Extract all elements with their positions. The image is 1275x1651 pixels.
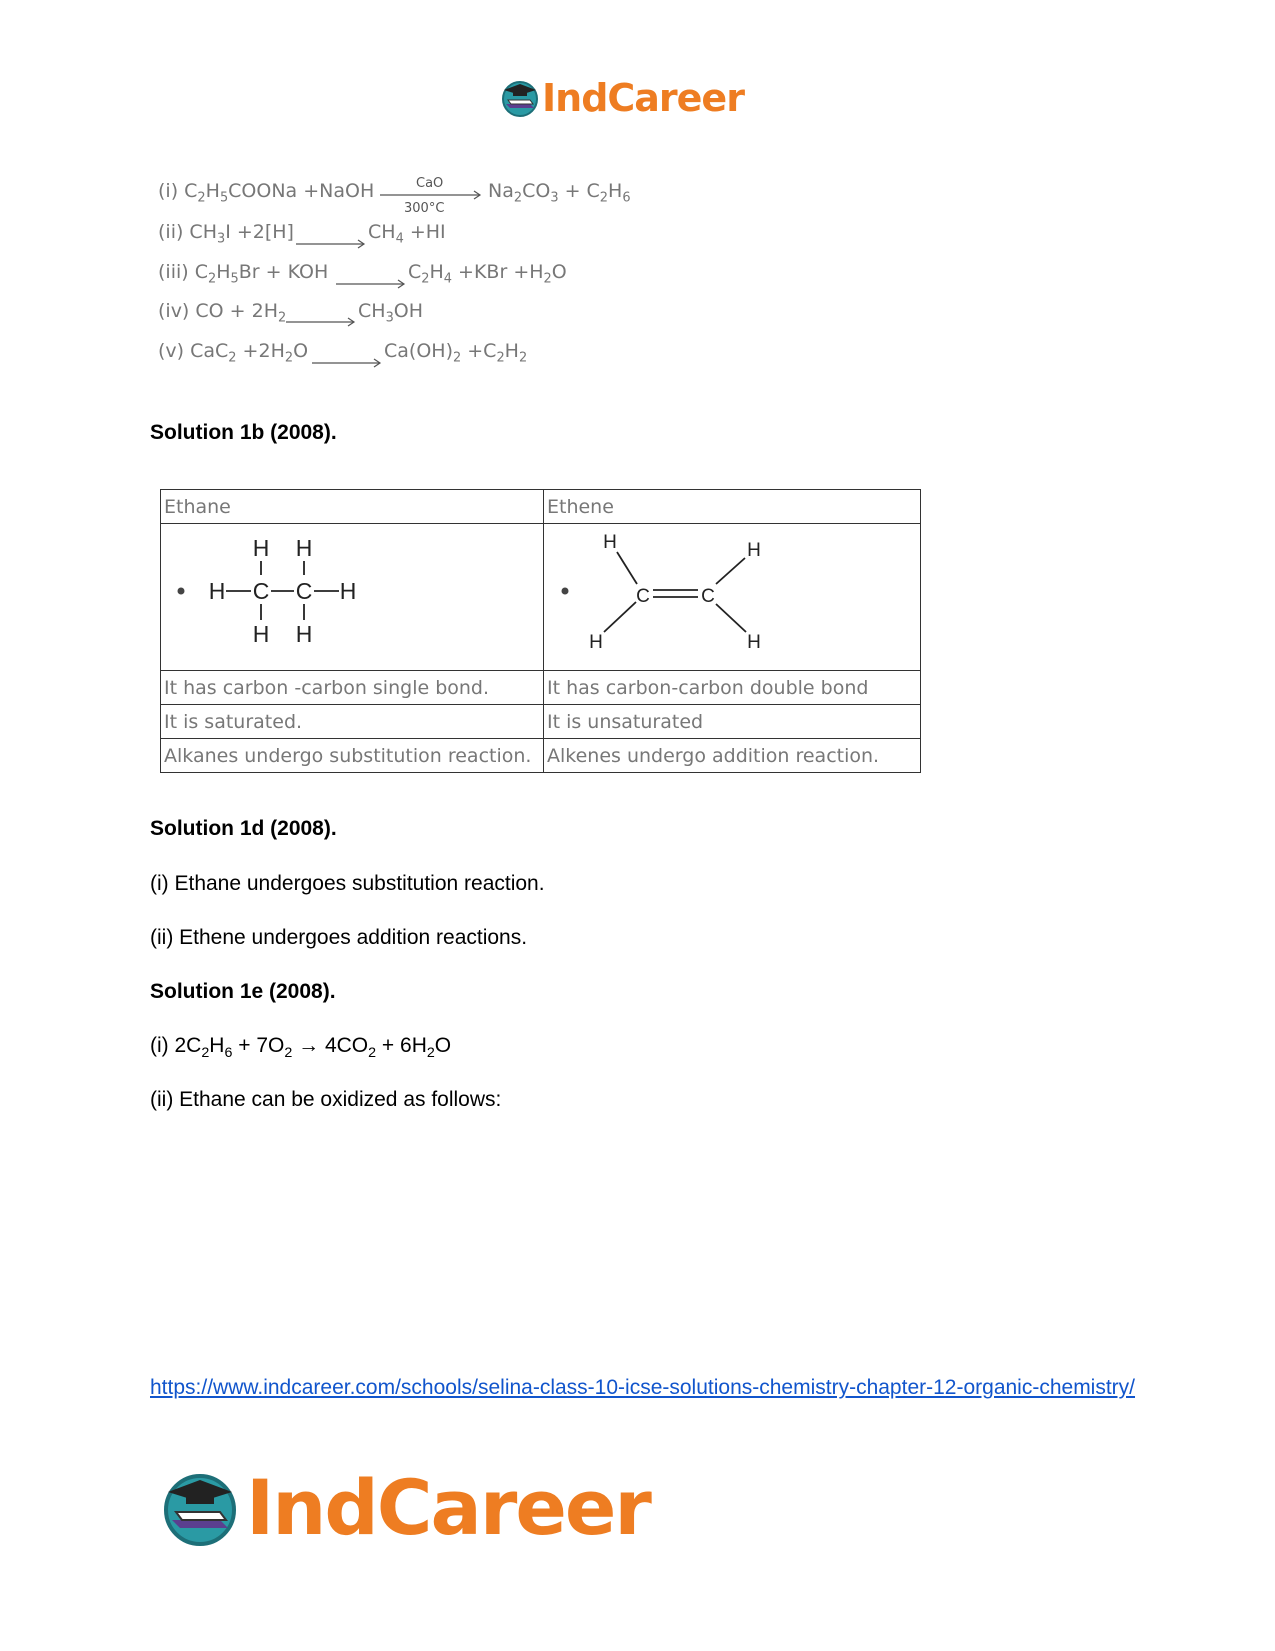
reaction-arrow-icon (312, 358, 384, 368)
reaction-arrow-icon (286, 317, 358, 327)
combustion-equation: (i) $2C_2H_6 + 7O_2 \to 4CO_2 + 6H_2O$ (150, 1034, 452, 1061)
reaction-4-product: $CH_3OH$ (358, 300, 424, 326)
svg-text:C: C (636, 586, 650, 607)
table-cell: It is unsaturated (544, 705, 921, 739)
table-cell: It has carbon -carbon single bond. (161, 671, 544, 705)
reaction-2-reactant: (ii) $CH_3I +2[H]$ (158, 221, 294, 247)
reaction-2-product: $CH_4 +HI$ (368, 221, 446, 247)
svg-text:H: H (208, 578, 226, 604)
logo-text: IndCareer (246, 1463, 650, 1552)
solution-1e-heading: Solution 1e (2008). (150, 980, 336, 1003)
reaction-1-reactant: (i) $C_2H_5COONa$ +NaOH (158, 180, 375, 206)
solution-1d-heading: Solution 1d (2008). (150, 817, 337, 840)
table-header-ethane: Ethane (161, 490, 544, 524)
ethane-structure-cell (161, 524, 544, 671)
reaction-arrow-icon (336, 279, 408, 289)
table-cell: Alkenes undergo addition reaction. (544, 739, 921, 773)
ethane-structure-diagram (161, 524, 537, 670)
table-cell: It has carbon-carbon double bond (544, 671, 921, 705)
svg-text:H: H (747, 632, 761, 653)
reaction-1-product: $Na_2CO_3 + C_2H_6$ (488, 180, 631, 206)
svg-text:H: H (295, 621, 313, 647)
svg-text:H: H (747, 540, 761, 561)
source-link[interactable]: https://www.indcareer.com/schools/selina-class-10-icse-solutions-chemistry-chapter-12-organic-chemistry/ (150, 1376, 1136, 1399)
reaction-1-condition-top: CaO (416, 176, 444, 191)
reaction-arrow-icon (296, 239, 368, 249)
solution-1d-line-2: (ii) Ethene undergoes addition reactions. (150, 926, 528, 949)
solution-1b-heading: Solution 1b (2008). (150, 421, 337, 444)
graduation-cap-icon (500, 78, 540, 118)
reaction-4-reactant: (iv) CO + $2H_2$ (158, 300, 287, 326)
svg-text:C: C (252, 578, 270, 604)
ethane-ethene-table (160, 489, 921, 773)
svg-text:H: H (339, 578, 357, 604)
reaction-arrow-icon (380, 190, 484, 200)
table-cell: It is saturated. (161, 705, 544, 739)
svg-text:C: C (701, 586, 715, 607)
ethene-structure-cell (544, 524, 921, 671)
reaction-3-reactant: (iii) $C_2H_5Br$ + KOH (158, 261, 329, 287)
indcareer-logo-bottom (160, 1463, 650, 1552)
svg-text:H: H (252, 535, 270, 561)
solution-1e-line-2: (ii) Ethane can be oxidized as follows: (150, 1088, 502, 1111)
logo-text: IndCareer (542, 76, 744, 120)
table-header-ethene: Ethene (544, 490, 921, 524)
svg-text:H: H (295, 535, 313, 561)
svg-text:H: H (603, 532, 617, 553)
graduation-cap-icon (160, 1468, 240, 1548)
svg-text:H: H (252, 621, 270, 647)
reaction-5-reactant: (v) $CaC_2 +2H_2O$ (158, 340, 309, 366)
indcareer-logo-top (500, 78, 744, 118)
svg-text:C: C (295, 578, 313, 604)
ethene-structure-diagram (544, 524, 914, 670)
solution-1d-line-1: (i) Ethane undergoes substitution reaction. (150, 872, 545, 895)
table-cell: Alkanes undergo substitution reaction. (161, 739, 544, 773)
reaction-3-product: $C_2H_4 +KBr +H_2O$ (408, 261, 567, 287)
reaction-5-product: $Ca(OH)_2 +C_2H_2$ (384, 340, 528, 366)
reaction-1-condition-bottom: 300°C (404, 201, 445, 216)
svg-text:H: H (589, 632, 603, 653)
